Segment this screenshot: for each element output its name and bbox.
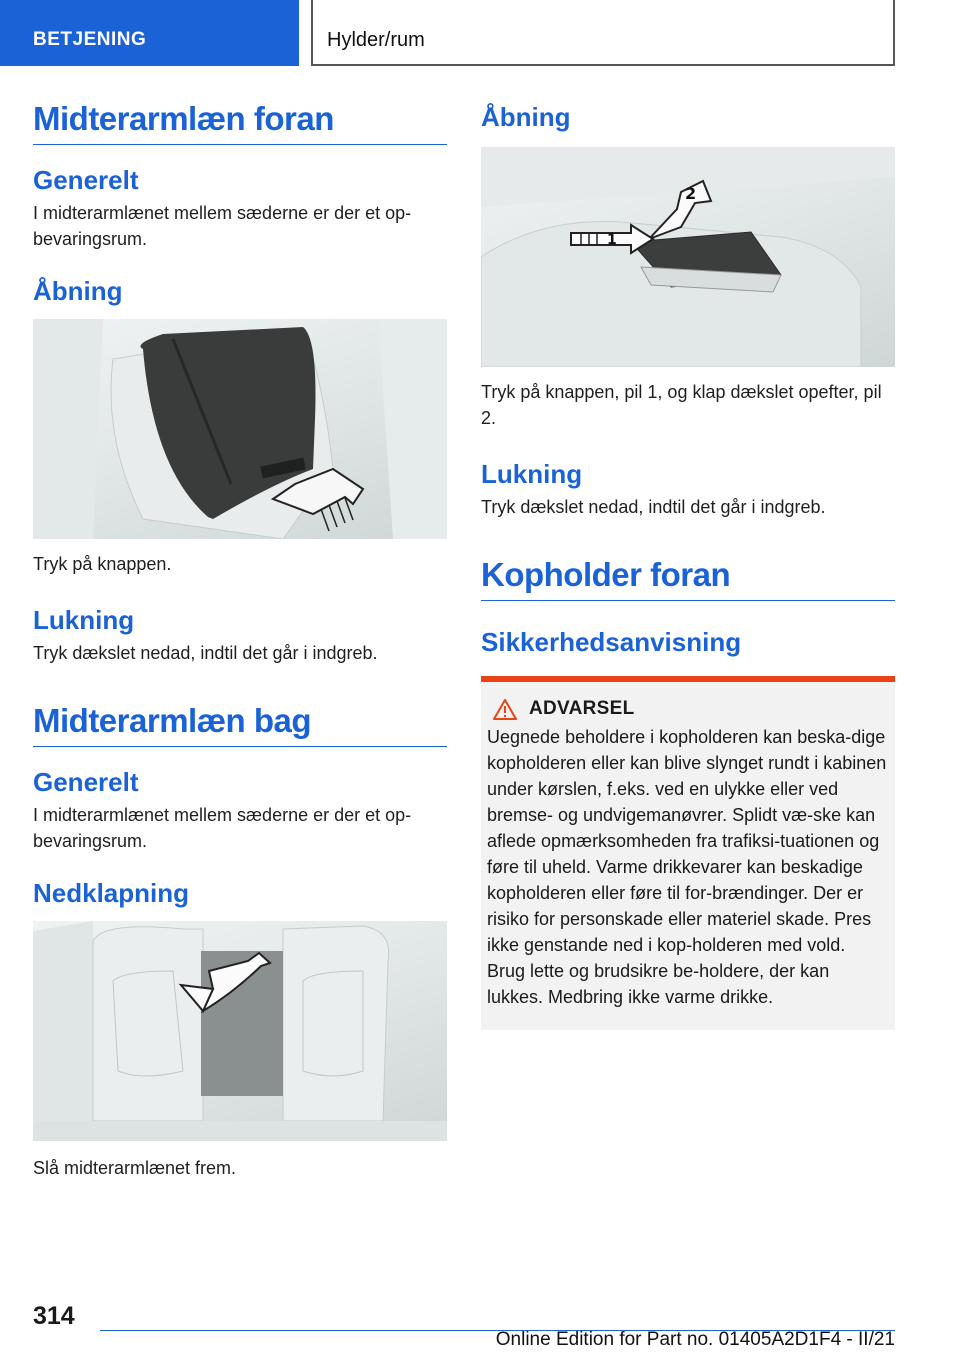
warning-title: ADVARSEL <box>529 698 635 719</box>
subheading-closing-rear: Lukning <box>481 459 583 489</box>
heading-cupholder: Kopholder foran <box>481 556 895 601</box>
front-armrest-photo <box>33 319 447 539</box>
subheading-general-rear: Generelt <box>33 767 139 797</box>
subheading-opening: Åbning <box>33 276 123 306</box>
arrow-2-label: 2 <box>685 184 697 203</box>
heading-rear-armrest: Midterarmlæn bag <box>33 702 447 747</box>
section-header-label: Hylder/rum <box>327 29 425 51</box>
warning-text: Uegnede beholdere i kopholderen kan beska-dige kopholderen eller kan blive slynget rundt i kabinen under kørslen, f.eks. ved en ulykke eller ved bremse- og undvigemanøvrer. Splidt væ-ske kan aflede opmærksomheden fra trafiksi-tuationen og føre til uheld. Varme drikkevarer kan beskadige kopholderen eller føre til for-brændinger. Der er risiko for personskade eller materiel skade. Pres ikke genstande ned i kop-holderen med vold. Brug lette og brudsikre be-holdere, der kan lukkes. Medbring ikke varme drikke. <box>487 727 887 1007</box>
section-header <box>311 0 895 66</box>
closing-text: Tryk dækslet nedad, indtil det går i indgreb. <box>33 643 378 663</box>
subheading-general: Generelt <box>33 165 139 195</box>
general-text-rear: I midterarmlænet mellem sæderne er der et op-bevaringsrum. <box>33 805 412 851</box>
chapter-tab-label: BETJENING <box>33 29 147 50</box>
arrow-1-label: 1 <box>607 232 617 248</box>
fold-down-caption: Slå midterarmlænet frem. <box>33 1158 237 1178</box>
page-number: 314 <box>33 1302 75 1330</box>
right-column <box>481 100 895 1030</box>
subheading-fold-down: Nedklapning <box>33 878 190 908</box>
heading-front-armrest: Midterarmlæn foran <box>33 100 447 145</box>
subheading-opening-rear: Åbning <box>481 102 571 132</box>
closing-text-rear: Tryk dækslet nedad, indtil det går i indgreb. <box>481 497 826 517</box>
general-text: I midterarmlænet mellem sæderne er der et op-bevaringsrum. <box>33 203 412 249</box>
opening-caption: Tryk på knappen. <box>33 554 172 574</box>
subheading-safety: Sikkerhedsanvisning <box>481 627 742 657</box>
warning-box <box>481 676 895 1030</box>
left-column <box>33 100 447 1181</box>
rear-armrest-opening-photo <box>481 147 895 367</box>
subheading-closing: Lukning <box>33 605 135 635</box>
edition-footer: Online Edition for Part no. 01405A2D1F4 - II/21 <box>495 1329 895 1350</box>
opening-caption-rear: Tryk på knappen, pil 1, og klap dækslet opefter, pil 2. <box>481 382 882 428</box>
rear-armrest-photo <box>33 921 447 1141</box>
chapter-tab <box>0 0 299 66</box>
warning-triangle-icon <box>493 698 517 720</box>
